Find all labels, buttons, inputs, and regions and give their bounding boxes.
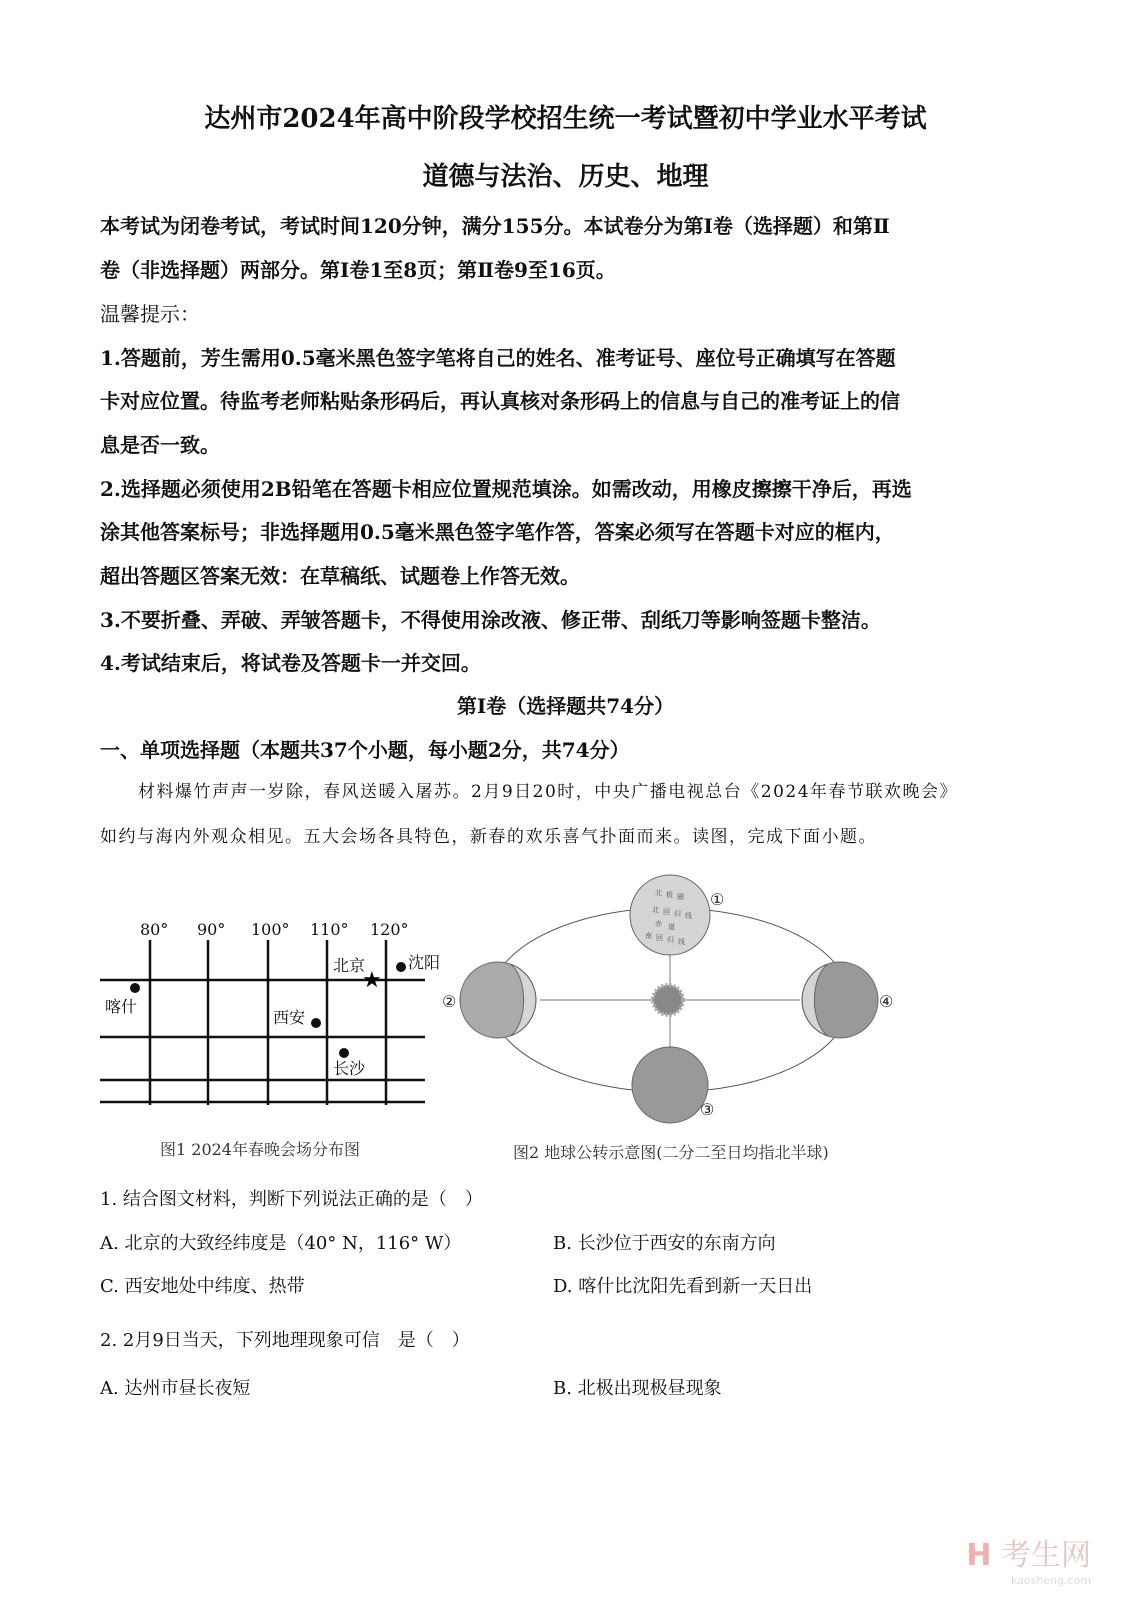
- tip-line: 4.考试结束后，将试卷及答题卡一并交回。: [100, 651, 481, 675]
- longitude-label: 120°: [370, 920, 409, 939]
- material-line: 材料爆竹声声一岁除，春风送暖入屠苏。2月9日20时，中央广播电视总台《2024年春节联欢晚会》: [138, 782, 959, 802]
- watermark-logo: H 考生网 kaosheng.com: [966, 1538, 1091, 1587]
- section-title: 一、单项选择题（本题共37个小题，每小题2分，共74分）: [100, 738, 630, 762]
- question-stem: 2. 2月9日当天，下列地理现象可信 是（ ）: [100, 1330, 470, 1351]
- svg-text:南: 南: [645, 932, 652, 940]
- tip-line: 1.答题前，芳生需用0.5毫米黑色签字笔将自己的姓名、准考证号、座位号正确填写在答题: [100, 346, 896, 370]
- option: D. 喀什比沈阳先看到新一天日出: [553, 1276, 813, 1297]
- longitude-label: 100°: [251, 920, 290, 939]
- city-label: 喀什: [105, 997, 138, 1016]
- tip-line: 2.选择题必须使用2B铅笔在答题卡相应位置规范填涂。如需改动，用橡皮擦擦干净后，再选: [100, 477, 912, 501]
- position-label: ③: [700, 1100, 715, 1119]
- svg-text:北: 北: [652, 906, 659, 914]
- svg-text:圈: 圈: [677, 893, 684, 901]
- tip-line: 3.不要折叠、弄破、弄皱答题卡，不得使用涂改液、修正带、刮纸刀等影响签题卡整洁。: [100, 608, 881, 632]
- city-label: 沈阳: [408, 953, 441, 972]
- figure2-caption: 图2 地球公转示意图(二分二至日均指北半球): [513, 1143, 829, 1162]
- exam-title: 达州市2024年高中阶段学校招生统一考试暨初中学业水平考试: [204, 104, 927, 134]
- city-label: 西安: [273, 1008, 306, 1027]
- question-stem: 1. 结合图文材料，判断下列说法正确的是（ ）: [100, 1189, 483, 1210]
- option: C. 西安地处中纬度、热带: [100, 1276, 305, 1297]
- part-title: 第Ⅰ卷（选择题共74分）: [456, 694, 675, 718]
- sun-icon: [653, 985, 683, 1015]
- exam-subtitle: 道德与法治、历史、地理: [422, 162, 709, 192]
- option: B. 北极出现极昼现象: [553, 1378, 722, 1399]
- figure1-map: [100, 940, 425, 1105]
- option: A. 北京的大致经纬度是（40° N，116° W）: [100, 1233, 462, 1254]
- svg-text:回: 回: [656, 934, 663, 942]
- option: B. 长沙位于西安的东南方向: [553, 1233, 776, 1254]
- svg-text:归: 归: [667, 936, 674, 944]
- svg-text:北: 北: [655, 889, 662, 897]
- tip-line: 卡对应位置。待监考老师粘贴条形码后，再认真核对条形码上的信息与自己的准考证上的信: [100, 389, 900, 413]
- svg-text:极: 极: [666, 891, 673, 899]
- tip-line: 息是否一致。: [100, 433, 220, 457]
- svg-text:线: 线: [678, 938, 685, 946]
- intro-line: 卷（非选择题）两部分。第Ⅰ卷1至8页；第Ⅱ卷9至16页。: [100, 258, 616, 282]
- svg-text:归: 归: [674, 910, 681, 918]
- position-label: ④: [879, 992, 894, 1011]
- figure2-orbit: [442, 875, 893, 1162]
- city-dot-changsha: [339, 1048, 349, 1058]
- city-dot-shenyang: [396, 962, 406, 972]
- star-icon: ★: [362, 968, 382, 993]
- tips-heading: 温馨提示：: [100, 302, 200, 326]
- longitude-label: 110°: [310, 920, 349, 939]
- longitude-label: 80°: [140, 920, 169, 939]
- city-dot-kashgar: [130, 983, 140, 993]
- svg-text:线: 线: [685, 912, 692, 920]
- city-dot-xian: [311, 1018, 321, 1028]
- position-label: ①: [710, 890, 725, 909]
- city-label: 北京: [333, 956, 366, 975]
- tip-line: 超出答题区答案无效：在草稿纸、试题卷上作答无效。: [100, 564, 580, 588]
- longitude-label: 90°: [197, 920, 226, 939]
- svg-text:道: 道: [668, 923, 675, 931]
- option: A. 达州市昼长夜短: [100, 1378, 251, 1399]
- svg-text:赤: 赤: [655, 920, 662, 928]
- figure1-caption: 图1 2024年春晚会场分布图: [160, 1140, 360, 1159]
- figures: [0, 860, 1131, 1180]
- position-label: ②: [442, 992, 457, 1011]
- material-line: 如约与海内外观众相见。五大会场各具特色，新春的欢乐喜气扑面而来。读图，完成下面小题。: [100, 827, 877, 847]
- intro-line: 本考试为闭卷考试，考试时间120分钟，满分155分。本试卷分为第Ⅰ卷（选择题）和第Ⅱ: [100, 214, 890, 238]
- svg-text:回: 回: [663, 908, 670, 916]
- globe-icon: [632, 1047, 708, 1123]
- city-label: 长沙: [333, 1059, 366, 1078]
- tip-line: 涂其他答案标号；非选择题用0.5毫米黑色签字笔作答，答案必须写在答题卡对应的框内，: [100, 520, 895, 544]
